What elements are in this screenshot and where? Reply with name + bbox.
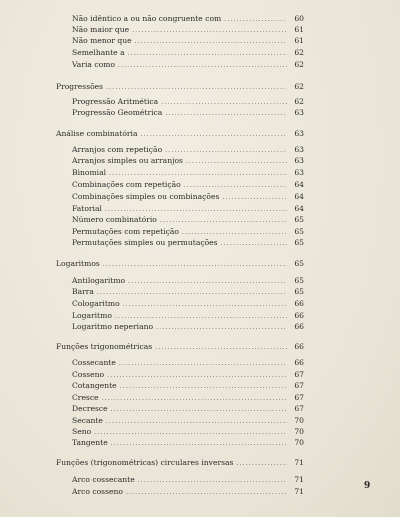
dot-leader: [135, 37, 287, 47]
toc-entry-page: 62: [294, 48, 304, 57]
toc-entry: [72, 36, 304, 47]
toc-entry: [72, 227, 304, 238]
dot-leader: [107, 371, 287, 381]
toc-entry-page: 66: [294, 358, 304, 367]
dot-leader: [115, 312, 287, 322]
toc-entry-page: 71: [294, 475, 304, 484]
toc-entry-label: Secante: [72, 416, 103, 425]
toc-section-heading: [56, 129, 304, 140]
toc-entry-page: 61: [294, 36, 304, 45]
dot-leader: [156, 323, 287, 333]
toc-entry: [72, 215, 304, 226]
dot-leader: [106, 417, 287, 427]
toc-entry-label: Cossecante: [72, 358, 116, 367]
dot-leader: [126, 488, 287, 498]
toc-entry-page: 65: [294, 227, 304, 236]
dot-leader: [224, 15, 287, 25]
toc-entry-label: Não idêntico a ou não congruente com: [72, 14, 222, 23]
toc-entry-label: Barra: [72, 287, 94, 296]
toc-entry-page: 66: [294, 311, 304, 320]
toc-entry: [72, 238, 304, 249]
dot-leader: [128, 277, 287, 287]
toc-entry: [72, 14, 304, 25]
toc-entry: [72, 322, 304, 333]
toc-entry: [72, 287, 304, 298]
toc-entry-page: 65: [294, 215, 304, 224]
toc-entry-page: 67: [294, 393, 304, 402]
dot-leader: [184, 181, 287, 191]
toc-entry-label: Progressão Geométrica: [72, 108, 163, 117]
toc-section-page: 71: [294, 458, 304, 467]
toc-section-heading: [56, 458, 304, 469]
toc-entry-label: Fatorial: [72, 204, 102, 213]
dot-leader: [161, 98, 287, 108]
toc-entry-page: 70: [294, 416, 304, 425]
dot-leader: [94, 428, 287, 438]
dot-leader: [160, 216, 287, 226]
toc-entry-label: Varia como: [72, 60, 115, 69]
toc-section-page: 65: [294, 259, 304, 268]
dot-leader: [221, 239, 287, 249]
toc-entry-label: Tangente: [72, 438, 108, 447]
toc-entry-label: Não menor que: [72, 36, 132, 45]
toc-entry-label: Logaritmo neperiano: [72, 322, 154, 331]
toc-entry: [72, 168, 304, 179]
dot-leader: [102, 394, 287, 404]
toc-section-page: 66: [294, 342, 304, 351]
dot-leader: [103, 260, 287, 270]
toc-entry: [72, 427, 304, 438]
dot-leader: [132, 26, 287, 36]
toc-entry: [72, 358, 304, 369]
toc-section-label: Logaritmos: [56, 259, 100, 268]
toc-entry: [72, 393, 304, 404]
toc-entry-label: Cologaritmo: [72, 299, 120, 308]
toc-entry-page: 63: [294, 156, 304, 165]
toc-entry-page: 67: [294, 404, 304, 413]
toc-entry: [72, 438, 304, 449]
toc-entry-label: Decresce: [72, 404, 108, 413]
toc-section-label: Progressões: [56, 82, 104, 91]
dot-leader: [120, 382, 287, 392]
toc-entry: [72, 299, 304, 310]
dot-leader: [105, 205, 287, 215]
toc-entry-label: Combinações simples ou combinações: [72, 192, 220, 201]
toc-entry: [72, 60, 304, 71]
toc-entry: [72, 145, 304, 156]
toc-section-label: Funções trigonométricas: [56, 342, 153, 351]
toc-entry-label: Arco cosseno: [72, 487, 123, 496]
toc-entry-label: Número combinatório: [72, 215, 157, 224]
toc-entry-page: 62: [294, 60, 304, 69]
page-number: 9: [364, 481, 371, 491]
toc-entry-page: 67: [294, 370, 304, 379]
toc-entry-label: Arranjos simples ou arranjos: [72, 156, 183, 165]
toc-entry-page: 64: [294, 204, 304, 213]
toc-entry-page: 66: [294, 299, 304, 308]
toc-section-heading: [56, 342, 304, 353]
toc-entry-label: Cresce: [72, 393, 99, 402]
toc-entry-page: 60: [294, 14, 304, 23]
toc-entry-label: Permutações simples ou permutações: [72, 238, 218, 247]
toc-entry-label: Logaritmo: [72, 311, 112, 320]
toc-entry: [72, 370, 304, 381]
dot-leader: [128, 49, 287, 59]
toc-entry-label: Progressão Aritmética: [72, 97, 159, 106]
toc-entry: [72, 276, 304, 287]
dot-leader: [119, 359, 287, 369]
dot-leader: [106, 83, 287, 93]
toc-entry-label: Antilogaritmo: [72, 276, 126, 285]
toc-entry-page: 70: [294, 438, 304, 447]
dot-leader: [118, 61, 287, 71]
toc-entry-page: 61: [294, 25, 304, 34]
toc-entry: [72, 404, 304, 415]
toc-section-label: Funções (trigonométricas) circulares inversas: [56, 458, 234, 467]
toc-entry-label: Arco cossecante: [72, 475, 135, 484]
toc-entry: [72, 48, 304, 59]
toc-entry-page: 67: [294, 381, 304, 390]
toc-entry-label: Combinações com repetição: [72, 180, 181, 189]
toc-entry: [72, 416, 304, 427]
toc-section-page: 63: [294, 129, 304, 138]
toc-entry-page: 63: [294, 108, 304, 117]
dot-leader: [109, 169, 287, 179]
toc-entry-page: 65: [294, 276, 304, 285]
dot-leader: [141, 130, 287, 140]
toc-section-label: Análise combinatória: [56, 129, 138, 138]
toc-entry: [72, 475, 304, 486]
toc-section-heading: [56, 82, 304, 93]
toc-entry: [72, 381, 304, 392]
toc-entry: [72, 311, 304, 322]
toc-entry-label: Cosseno: [72, 370, 105, 379]
toc-entry: [72, 97, 304, 108]
toc-entry: [72, 192, 304, 203]
dot-leader: [97, 288, 287, 298]
toc-entry-label: Permutações com repetição: [72, 227, 179, 236]
dot-leader: [111, 439, 287, 449]
toc-entry: [72, 108, 304, 119]
toc-entry-page: 66: [294, 322, 304, 331]
toc-entry-page: 71: [294, 487, 304, 496]
dot-leader: [236, 459, 287, 469]
toc-entry-page: 63: [294, 145, 304, 154]
toc-entry: [72, 25, 304, 36]
toc-entry: [72, 156, 304, 167]
toc-entry: [72, 204, 304, 215]
toc-entry-page: 65: [294, 287, 304, 296]
dot-leader: [222, 193, 287, 203]
toc-entry-page: 65: [294, 238, 304, 247]
toc-entry-label: Não maior que: [72, 25, 130, 34]
toc-entry: [72, 180, 304, 191]
dot-leader: [155, 343, 287, 353]
toc-entry-label: Arranjos com repetição: [72, 145, 163, 154]
toc-entry-label: Semelhante a: [72, 48, 125, 57]
dot-leader: [182, 228, 287, 238]
toc-entry: [72, 487, 304, 498]
toc-entry-page: 64: [294, 180, 304, 189]
toc-section-page: 62: [294, 82, 304, 91]
toc-entry-label: Cotangente: [72, 381, 117, 390]
dot-leader: [111, 405, 287, 415]
toc-entry-page: 64: [294, 192, 304, 201]
toc-entry-label: Seno: [72, 427, 92, 436]
dot-leader: [165, 109, 287, 119]
toc-entry-label: Binomial: [72, 168, 107, 177]
dot-leader: [123, 300, 287, 310]
toc-entry-page: 62: [294, 97, 304, 106]
dot-leader: [186, 157, 287, 167]
toc-entry-page: 63: [294, 168, 304, 177]
dot-leader: [138, 476, 287, 486]
dot-leader: [165, 146, 287, 156]
toc-entry-page: 70: [294, 427, 304, 436]
toc-section-heading: [56, 259, 304, 270]
